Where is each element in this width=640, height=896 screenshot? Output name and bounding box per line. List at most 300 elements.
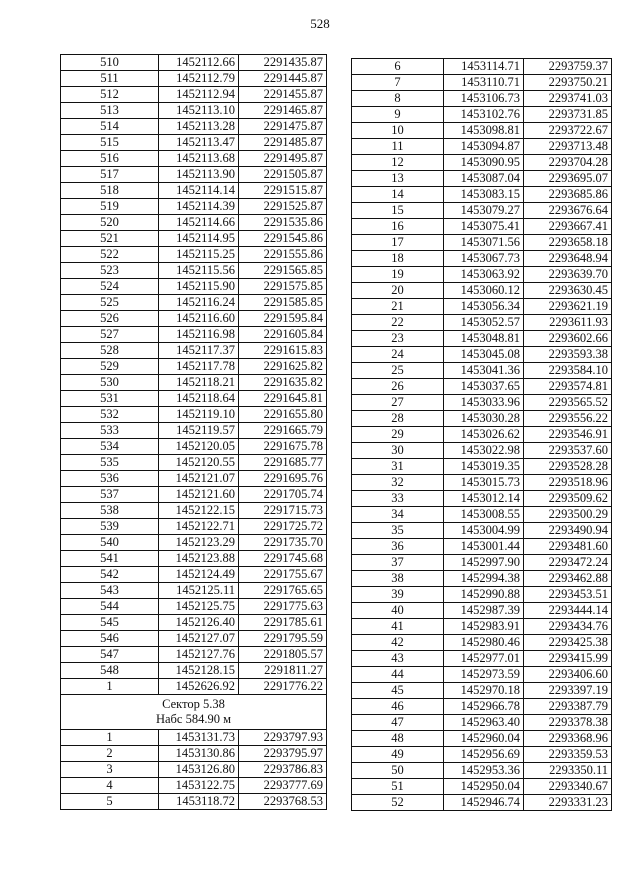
y-coordinate: 2293639.70: [524, 267, 612, 283]
x-coordinate: 1452987.39: [444, 603, 524, 619]
table-row: [61, 631, 327, 647]
point-number: 535: [61, 455, 159, 471]
point-number: 42: [352, 635, 444, 651]
y-coordinate: 2293500.29: [524, 507, 612, 523]
x-coordinate: 1452113.10: [159, 103, 239, 119]
y-coordinate: 2293741.03: [524, 91, 612, 107]
table-row: [352, 683, 612, 699]
table-row: [352, 715, 612, 731]
x-coordinate: 1452115.25: [159, 247, 239, 263]
point-number: 17: [352, 235, 444, 251]
x-coordinate: 1452980.46: [444, 635, 524, 651]
x-coordinate: 1453118.72: [159, 794, 239, 810]
y-coordinate: 2293676.64: [524, 203, 612, 219]
point-number: 531: [61, 391, 159, 407]
table-row: [61, 647, 327, 663]
table-row: [61, 730, 327, 746]
y-coordinate: 2291545.86: [239, 231, 327, 247]
point-number: 3: [61, 762, 159, 778]
point-number: 515: [61, 135, 159, 151]
table-row: [352, 747, 612, 763]
table-row: [61, 439, 327, 455]
x-coordinate: 1452119.57: [159, 423, 239, 439]
table-row: [61, 762, 327, 778]
point-number: 2: [61, 746, 159, 762]
y-coordinate: 2291515.87: [239, 183, 327, 199]
x-coordinate: 1453015.73: [444, 475, 524, 491]
sector-title: Сектор 5.38: [162, 697, 225, 711]
x-coordinate: 1453130.86: [159, 746, 239, 762]
x-coordinate: 1452115.90: [159, 279, 239, 295]
y-coordinate: 2293397.19: [524, 683, 612, 699]
sector-cell: [61, 695, 327, 730]
x-coordinate: 1453063.92: [444, 267, 524, 283]
y-coordinate: 2293777.69: [239, 778, 327, 794]
table-row: [61, 471, 327, 487]
point-number: 11: [352, 139, 444, 155]
x-coordinate: 1452113.68: [159, 151, 239, 167]
point-number: 6: [352, 59, 444, 75]
x-coordinate: 1453122.75: [159, 778, 239, 794]
y-coordinate: 2293434.76: [524, 619, 612, 635]
y-coordinate: 2291655.80: [239, 407, 327, 423]
table-row: [352, 635, 612, 651]
x-coordinate: 1453045.08: [444, 347, 524, 363]
y-coordinate: 2293685.86: [524, 187, 612, 203]
table-row: [61, 167, 327, 183]
y-coordinate: 2293722.67: [524, 123, 612, 139]
point-number: 519: [61, 199, 159, 215]
y-coordinate: 2291495.87: [239, 151, 327, 167]
sector-row: [61, 695, 327, 730]
point-number: 527: [61, 327, 159, 343]
table-row: [61, 503, 327, 519]
table-row: [352, 555, 612, 571]
y-coordinate: 2293593.38: [524, 347, 612, 363]
x-coordinate: 1453102.76: [444, 107, 524, 123]
x-coordinate: 1452950.04: [444, 779, 524, 795]
point-number: 518: [61, 183, 159, 199]
x-coordinate: 1452113.47: [159, 135, 239, 151]
x-coordinate: 1453056.34: [444, 299, 524, 315]
table-row: [352, 411, 612, 427]
x-coordinate: 1452946.74: [444, 795, 524, 811]
point-number: 528: [61, 343, 159, 359]
y-coordinate: 2291505.87: [239, 167, 327, 183]
y-coordinate: 2293350.11: [524, 763, 612, 779]
table-row: [352, 251, 612, 267]
x-coordinate: 1452122.71: [159, 519, 239, 535]
y-coordinate: 2293331.23: [524, 795, 612, 811]
table-row: [61, 391, 327, 407]
x-coordinate: 1452973.59: [444, 667, 524, 683]
y-coordinate: 2293602.66: [524, 331, 612, 347]
point-number: 16: [352, 219, 444, 235]
y-coordinate: 2293768.53: [239, 794, 327, 810]
table-row: [61, 599, 327, 615]
point-number: 542: [61, 567, 159, 583]
point-number: 521: [61, 231, 159, 247]
y-coordinate: 2291765.65: [239, 583, 327, 599]
table-row: [61, 407, 327, 423]
table-row: [352, 507, 612, 523]
y-coordinate: 2291575.85: [239, 279, 327, 295]
y-coordinate: 2291585.85: [239, 295, 327, 311]
x-coordinate: 1452120.55: [159, 455, 239, 471]
point-number: 12: [352, 155, 444, 171]
table-row: [352, 171, 612, 187]
point-number: 539: [61, 519, 159, 535]
y-coordinate: 2293621.19: [524, 299, 612, 315]
point-number: 21: [352, 299, 444, 315]
point-number: 39: [352, 587, 444, 603]
point-number: 512: [61, 87, 159, 103]
y-coordinate: 2293368.96: [524, 731, 612, 747]
x-coordinate: 1453090.95: [444, 155, 524, 171]
table-row: [352, 795, 612, 811]
y-coordinate: 2293630.45: [524, 283, 612, 299]
x-coordinate: 1453131.73: [159, 730, 239, 746]
y-coordinate: 2293565.52: [524, 395, 612, 411]
point-number: 510: [61, 55, 159, 71]
y-coordinate: 2293537.60: [524, 443, 612, 459]
y-coordinate: 2291615.83: [239, 343, 327, 359]
table-row: [352, 347, 612, 363]
table-row: [61, 583, 327, 599]
point-number: 33: [352, 491, 444, 507]
table-row: [61, 567, 327, 583]
y-coordinate: 2293695.07: [524, 171, 612, 187]
point-number: 14: [352, 187, 444, 203]
x-coordinate: 1452118.21: [159, 375, 239, 391]
table-row: [61, 87, 327, 103]
y-coordinate: 2293759.37: [524, 59, 612, 75]
x-coordinate: 1453001.44: [444, 539, 524, 555]
y-coordinate: 2293667.41: [524, 219, 612, 235]
y-coordinate: 2293658.18: [524, 235, 612, 251]
x-coordinate: 1452966.78: [444, 699, 524, 715]
x-coordinate: 1453079.27: [444, 203, 524, 219]
y-coordinate: 2293406.60: [524, 667, 612, 683]
y-coordinate: 2293472.24: [524, 555, 612, 571]
table-row: [61, 263, 327, 279]
x-coordinate: 1453033.96: [444, 395, 524, 411]
point-number: 517: [61, 167, 159, 183]
table-row: [352, 779, 612, 795]
table-row: [61, 327, 327, 343]
point-number: 532: [61, 407, 159, 423]
y-coordinate: 2291745.68: [239, 551, 327, 567]
x-coordinate: 1453052.57: [444, 315, 524, 331]
table-row: [61, 375, 327, 391]
x-coordinate: 1452117.78: [159, 359, 239, 375]
table-row: [352, 667, 612, 683]
y-coordinate: 2293481.60: [524, 539, 612, 555]
x-coordinate: 1452626.92: [159, 679, 239, 695]
x-coordinate: 1452114.14: [159, 183, 239, 199]
x-coordinate: 1452128.15: [159, 663, 239, 679]
point-number: 41: [352, 619, 444, 635]
x-coordinate: 1453098.81: [444, 123, 524, 139]
y-coordinate: 2291635.82: [239, 375, 327, 391]
x-coordinate: 1452123.88: [159, 551, 239, 567]
point-number: 514: [61, 119, 159, 135]
point-number: 51: [352, 779, 444, 795]
point-number: 511: [61, 71, 159, 87]
x-coordinate: 1452994.38: [444, 571, 524, 587]
table-row: [352, 187, 612, 203]
x-coordinate: 1453114.71: [444, 59, 524, 75]
x-coordinate: 1453004.99: [444, 523, 524, 539]
table-row: [352, 363, 612, 379]
x-coordinate: 1452977.01: [444, 651, 524, 667]
y-coordinate: 2291535.86: [239, 215, 327, 231]
point-number: 513: [61, 103, 159, 119]
point-number: 540: [61, 535, 159, 551]
y-coordinate: 2293786.83: [239, 762, 327, 778]
point-number: 34: [352, 507, 444, 523]
x-coordinate: 1453037.65: [444, 379, 524, 395]
x-coordinate: 1452115.56: [159, 263, 239, 279]
x-coordinate: 1452117.37: [159, 343, 239, 359]
point-number: 45: [352, 683, 444, 699]
point-number: 18: [352, 251, 444, 267]
table-row: [352, 571, 612, 587]
point-number: 4: [61, 778, 159, 794]
table-row: [352, 475, 612, 491]
point-number: 1: [61, 679, 159, 695]
point-number: 50: [352, 763, 444, 779]
y-coordinate: 2293713.48: [524, 139, 612, 155]
table-row: [352, 603, 612, 619]
table-row: [61, 311, 327, 327]
table-row: [352, 139, 612, 155]
table-row: [61, 183, 327, 199]
x-coordinate: 1452112.94: [159, 87, 239, 103]
y-coordinate: 2293340.67: [524, 779, 612, 795]
x-coordinate: 1453106.73: [444, 91, 524, 107]
table-row: [352, 427, 612, 443]
table-row: [61, 71, 327, 87]
y-coordinate: 2291785.61: [239, 615, 327, 631]
y-coordinate: 2291665.79: [239, 423, 327, 439]
x-coordinate: 1453071.56: [444, 235, 524, 251]
table-row: [352, 651, 612, 667]
y-coordinate: 2293518.96: [524, 475, 612, 491]
point-number: 544: [61, 599, 159, 615]
table-row: [61, 279, 327, 295]
point-number: 40: [352, 603, 444, 619]
table-row: [61, 55, 327, 71]
x-coordinate: 1452953.36: [444, 763, 524, 779]
y-coordinate: 2293546.91: [524, 427, 612, 443]
y-coordinate: 2291625.82: [239, 359, 327, 375]
y-coordinate: 2293797.93: [239, 730, 327, 746]
point-number: 27: [352, 395, 444, 411]
x-coordinate: 1453008.55: [444, 507, 524, 523]
page-number: 528: [310, 16, 330, 31]
point-number: 536: [61, 471, 159, 487]
table-row: [352, 443, 612, 459]
y-coordinate: 2291645.81: [239, 391, 327, 407]
y-coordinate: 2291445.87: [239, 71, 327, 87]
x-coordinate: 1452125.75: [159, 599, 239, 615]
x-coordinate: 1452127.76: [159, 647, 239, 663]
y-coordinate: 2293528.28: [524, 459, 612, 475]
point-number: 20: [352, 283, 444, 299]
point-number: 38: [352, 571, 444, 587]
point-number: 538: [61, 503, 159, 519]
x-coordinate: 1452122.15: [159, 503, 239, 519]
x-coordinate: 1452116.24: [159, 295, 239, 311]
table-row: [61, 487, 327, 503]
point-number: 32: [352, 475, 444, 491]
y-coordinate: 2291565.85: [239, 263, 327, 279]
point-number: 46: [352, 699, 444, 715]
table-row: [61, 215, 327, 231]
table-row: [352, 267, 612, 283]
x-coordinate: 1452983.91: [444, 619, 524, 635]
x-coordinate: 1452127.07: [159, 631, 239, 647]
table-row: [61, 679, 327, 695]
table-row: [61, 778, 327, 794]
table-row: [61, 103, 327, 119]
table-row: [352, 91, 612, 107]
x-coordinate: 1452997.90: [444, 555, 524, 571]
left-table-body-bottom: [61, 730, 327, 810]
table-row: [61, 535, 327, 551]
table-row: [352, 235, 612, 251]
table-row: [61, 615, 327, 631]
y-coordinate: 2291725.72: [239, 519, 327, 535]
table-row: [61, 119, 327, 135]
table-row: [352, 203, 612, 219]
point-number: 44: [352, 667, 444, 683]
x-coordinate: 1453022.98: [444, 443, 524, 459]
x-coordinate: 1453060.12: [444, 283, 524, 299]
y-coordinate: 2293611.93: [524, 315, 612, 331]
y-coordinate: 2293648.94: [524, 251, 612, 267]
point-number: 534: [61, 439, 159, 455]
x-coordinate: 1453087.04: [444, 171, 524, 187]
y-coordinate: 2293584.10: [524, 363, 612, 379]
y-coordinate: 2291811.27: [239, 663, 327, 679]
table-row: [352, 459, 612, 475]
x-coordinate: 1453019.35: [444, 459, 524, 475]
sector-area: Набс 584.90 м: [155, 712, 232, 726]
point-number: 543: [61, 583, 159, 599]
y-coordinate: 2293731.85: [524, 107, 612, 123]
point-number: 522: [61, 247, 159, 263]
table-row: [352, 539, 612, 555]
y-coordinate: 2291715.73: [239, 503, 327, 519]
point-number: 48: [352, 731, 444, 747]
y-coordinate: 2293574.81: [524, 379, 612, 395]
point-number: 15: [352, 203, 444, 219]
point-number: 30: [352, 443, 444, 459]
x-coordinate: 1452114.66: [159, 215, 239, 231]
table-row: [61, 794, 327, 810]
point-number: 547: [61, 647, 159, 663]
point-number: 47: [352, 715, 444, 731]
point-number: 29: [352, 427, 444, 443]
y-coordinate: 2291525.87: [239, 199, 327, 215]
x-coordinate: 1452970.18: [444, 683, 524, 699]
point-number: 537: [61, 487, 159, 503]
x-coordinate: 1453067.73: [444, 251, 524, 267]
x-coordinate: 1452121.60: [159, 487, 239, 503]
point-number: 49: [352, 747, 444, 763]
y-coordinate: 2291685.77: [239, 455, 327, 471]
y-coordinate: 2293556.22: [524, 411, 612, 427]
table-row: [61, 551, 327, 567]
x-coordinate: 1453094.87: [444, 139, 524, 155]
y-coordinate: 2291555.86: [239, 247, 327, 263]
x-coordinate: 1452123.29: [159, 535, 239, 551]
point-number: 37: [352, 555, 444, 571]
point-number: 52: [352, 795, 444, 811]
point-number: 35: [352, 523, 444, 539]
point-number: 43: [352, 651, 444, 667]
x-coordinate: 1452956.69: [444, 747, 524, 763]
x-coordinate: 1453041.36: [444, 363, 524, 379]
point-number: 546: [61, 631, 159, 647]
y-coordinate: 2291595.84: [239, 311, 327, 327]
table-row: [352, 379, 612, 395]
x-coordinate: 1453110.71: [444, 75, 524, 91]
point-number: 19: [352, 267, 444, 283]
point-number: 5: [61, 794, 159, 810]
table-row: [352, 219, 612, 235]
y-coordinate: 2291675.78: [239, 439, 327, 455]
x-coordinate: 1452116.60: [159, 311, 239, 327]
point-number: 24: [352, 347, 444, 363]
table-row: [352, 331, 612, 347]
x-coordinate: 1452112.66: [159, 55, 239, 71]
table-row: [352, 619, 612, 635]
table-row: [352, 491, 612, 507]
table-row: [352, 59, 612, 75]
x-coordinate: 1453083.15: [444, 187, 524, 203]
y-coordinate: 2293509.62: [524, 491, 612, 507]
table-row: [352, 523, 612, 539]
y-coordinate: 2291755.67: [239, 567, 327, 583]
table-row: [352, 107, 612, 123]
x-coordinate: 1452113.90: [159, 167, 239, 183]
table-row: [61, 199, 327, 215]
y-coordinate: 2293359.53: [524, 747, 612, 763]
table-row: [352, 299, 612, 315]
y-coordinate: 2293750.21: [524, 75, 612, 91]
x-coordinate: 1452114.95: [159, 231, 239, 247]
x-coordinate: 1452125.11: [159, 583, 239, 599]
table-row: [61, 519, 327, 535]
table-row: [352, 587, 612, 603]
point-number: 523: [61, 263, 159, 279]
x-coordinate: 1453048.81: [444, 331, 524, 347]
y-coordinate: 2293453.51: [524, 587, 612, 603]
point-number: 548: [61, 663, 159, 679]
y-coordinate: 2293462.88: [524, 571, 612, 587]
coordinates-table-left: [60, 54, 327, 810]
y-coordinate: 2293704.28: [524, 155, 612, 171]
point-number: 28: [352, 411, 444, 427]
table-row: [61, 295, 327, 311]
point-number: 31: [352, 459, 444, 475]
table-row: [61, 423, 327, 439]
y-coordinate: 2291735.70: [239, 535, 327, 551]
point-number: 530: [61, 375, 159, 391]
